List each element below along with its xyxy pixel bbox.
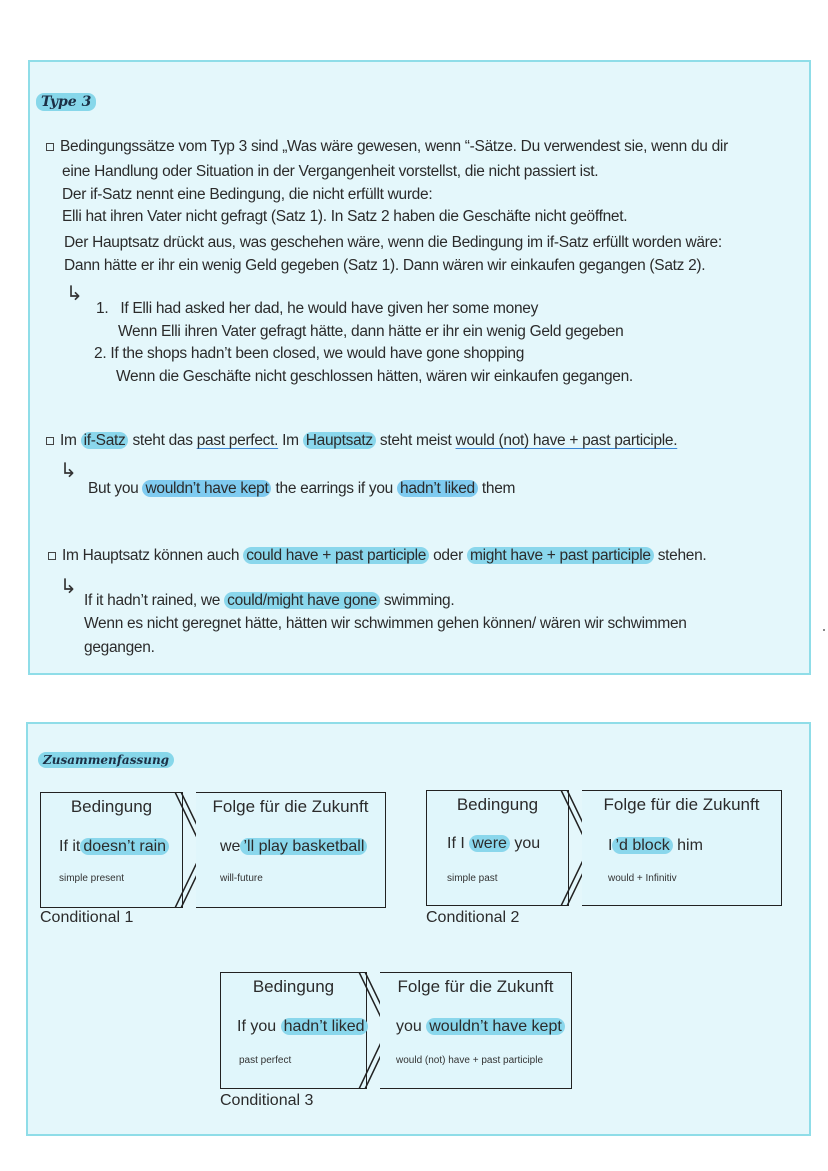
condition-tense: past perfect bbox=[239, 1055, 292, 1066]
result-heading: Folge für die Zukunft bbox=[397, 977, 554, 996]
cond2-result-box bbox=[582, 790, 782, 906]
conditional-2-label: Conditional 2 bbox=[426, 909, 520, 926]
example-2-de: Wenn die Geschäfte nicht geschlossen hätten, wären wir einkaufen gegangen. bbox=[116, 368, 633, 385]
result-example: we ’ll play basketball bbox=[220, 838, 367, 856]
example-4-en: If it hadn’t rained, we could/might have gone swimming. bbox=[84, 592, 455, 609]
result-heading: Folge für die Zukunft bbox=[212, 797, 369, 816]
arrow-icon: ↳ bbox=[60, 576, 77, 598]
example-1-en: 1. If Elli had asked her dad, he would have given her some money bbox=[96, 300, 539, 317]
cond3-condition-box bbox=[220, 972, 367, 1089]
example-2-en: 2. If the shops hadn’t been closed, we would have gone shopping bbox=[94, 345, 525, 362]
result-tense: would + Infinitiv bbox=[608, 873, 677, 884]
condition-example: If it doesn’t rain bbox=[59, 838, 169, 856]
result-example: I ’d block him bbox=[608, 837, 703, 854]
cond2-condition-box bbox=[426, 790, 569, 906]
condition-heading: Bedingung bbox=[70, 797, 153, 816]
arrow-icon: ↳ bbox=[66, 283, 83, 305]
condition-heading: Bedingung bbox=[252, 977, 335, 996]
explanation-line-5: Der Hauptsatz drückt aus, was geschehen wäre, wenn die Bedingung im if-Satz erfüllt worden wäre: bbox=[64, 234, 722, 251]
explanation-line-3: Der if-Satz nennt eine Bedingung, die nicht erfüllt wurde: bbox=[62, 186, 433, 203]
example-4-de-1: Wenn es nicht geregnet hätte, hätten wir schwimmen gehen können/ wären wir schwimmen bbox=[84, 615, 687, 632]
result-tense: will-future bbox=[220, 873, 263, 884]
condition-example: If I were you bbox=[447, 835, 541, 852]
summary-title: Zusammenfassung bbox=[38, 752, 174, 768]
result-example: you wouldn’t have kept bbox=[396, 1018, 565, 1036]
cond3-result-box bbox=[380, 972, 572, 1089]
type3-title: Type 3 bbox=[36, 93, 96, 111]
explanation-line-1: Bedingungssätze vom Typ 3 sind „Was wäre gewesen, wenn “-Sätze. Du verwendest sie, wenn du dir bbox=[46, 138, 728, 156]
type3-card bbox=[28, 60, 811, 675]
condition-example: If you hadn’t liked bbox=[237, 1018, 368, 1036]
summary-card bbox=[26, 722, 811, 1136]
explanation-line-4: Elli hat ihren Vater nicht gefragt (Satz 1). In Satz 2 haben die Geschäfte nicht geöffnet. bbox=[62, 208, 628, 225]
condition-tense: simple present bbox=[59, 873, 125, 884]
result-tense: would (not) have + past participle bbox=[396, 1055, 544, 1066]
stray-dot bbox=[823, 629, 825, 631]
rule-line-could-might: Im Hauptsatz können auch could have + past participle oder might have + past participle stehen. bbox=[48, 547, 706, 565]
explanation-line-2: eine Handlung oder Situation in der Vergangenheit vorstellst, die nicht passiert ist. bbox=[62, 163, 599, 180]
cond1-condition-box bbox=[40, 792, 183, 908]
result-heading: Folge für die Zukunft bbox=[603, 795, 760, 814]
example-1-de: Wenn Elli ihren Vater gefragt hätte, dann hätte er ihr ein wenig Geld gegeben bbox=[118, 323, 624, 340]
example-3: But you wouldn’t have kept the earrings if you hadn’t liked them bbox=[88, 480, 516, 497]
arrow-icon: ↳ bbox=[60, 460, 77, 482]
bullet-icon bbox=[46, 437, 54, 445]
conditional-3-label: Conditional 3 bbox=[220, 1092, 314, 1109]
conditional-1-label: Conditional 1 bbox=[40, 909, 134, 926]
example-4-de-2: gegangen. bbox=[84, 639, 155, 656]
condition-heading: Bedingung bbox=[456, 795, 539, 814]
bullet-icon bbox=[46, 143, 54, 151]
explanation-line-6: Dann hätte er ihr ein wenig Geld gegeben (Satz 1). Dann wären wir einkaufen gegangen (Satz 2). bbox=[64, 257, 706, 274]
condition-tense: simple past bbox=[447, 873, 498, 884]
bullet-icon bbox=[48, 552, 56, 560]
rule-line-tenses: Im if-Satz steht das past perfect. Im Hauptsatz steht meist would (not) have + past participle. bbox=[46, 432, 677, 450]
cond1-result-box bbox=[196, 792, 386, 908]
